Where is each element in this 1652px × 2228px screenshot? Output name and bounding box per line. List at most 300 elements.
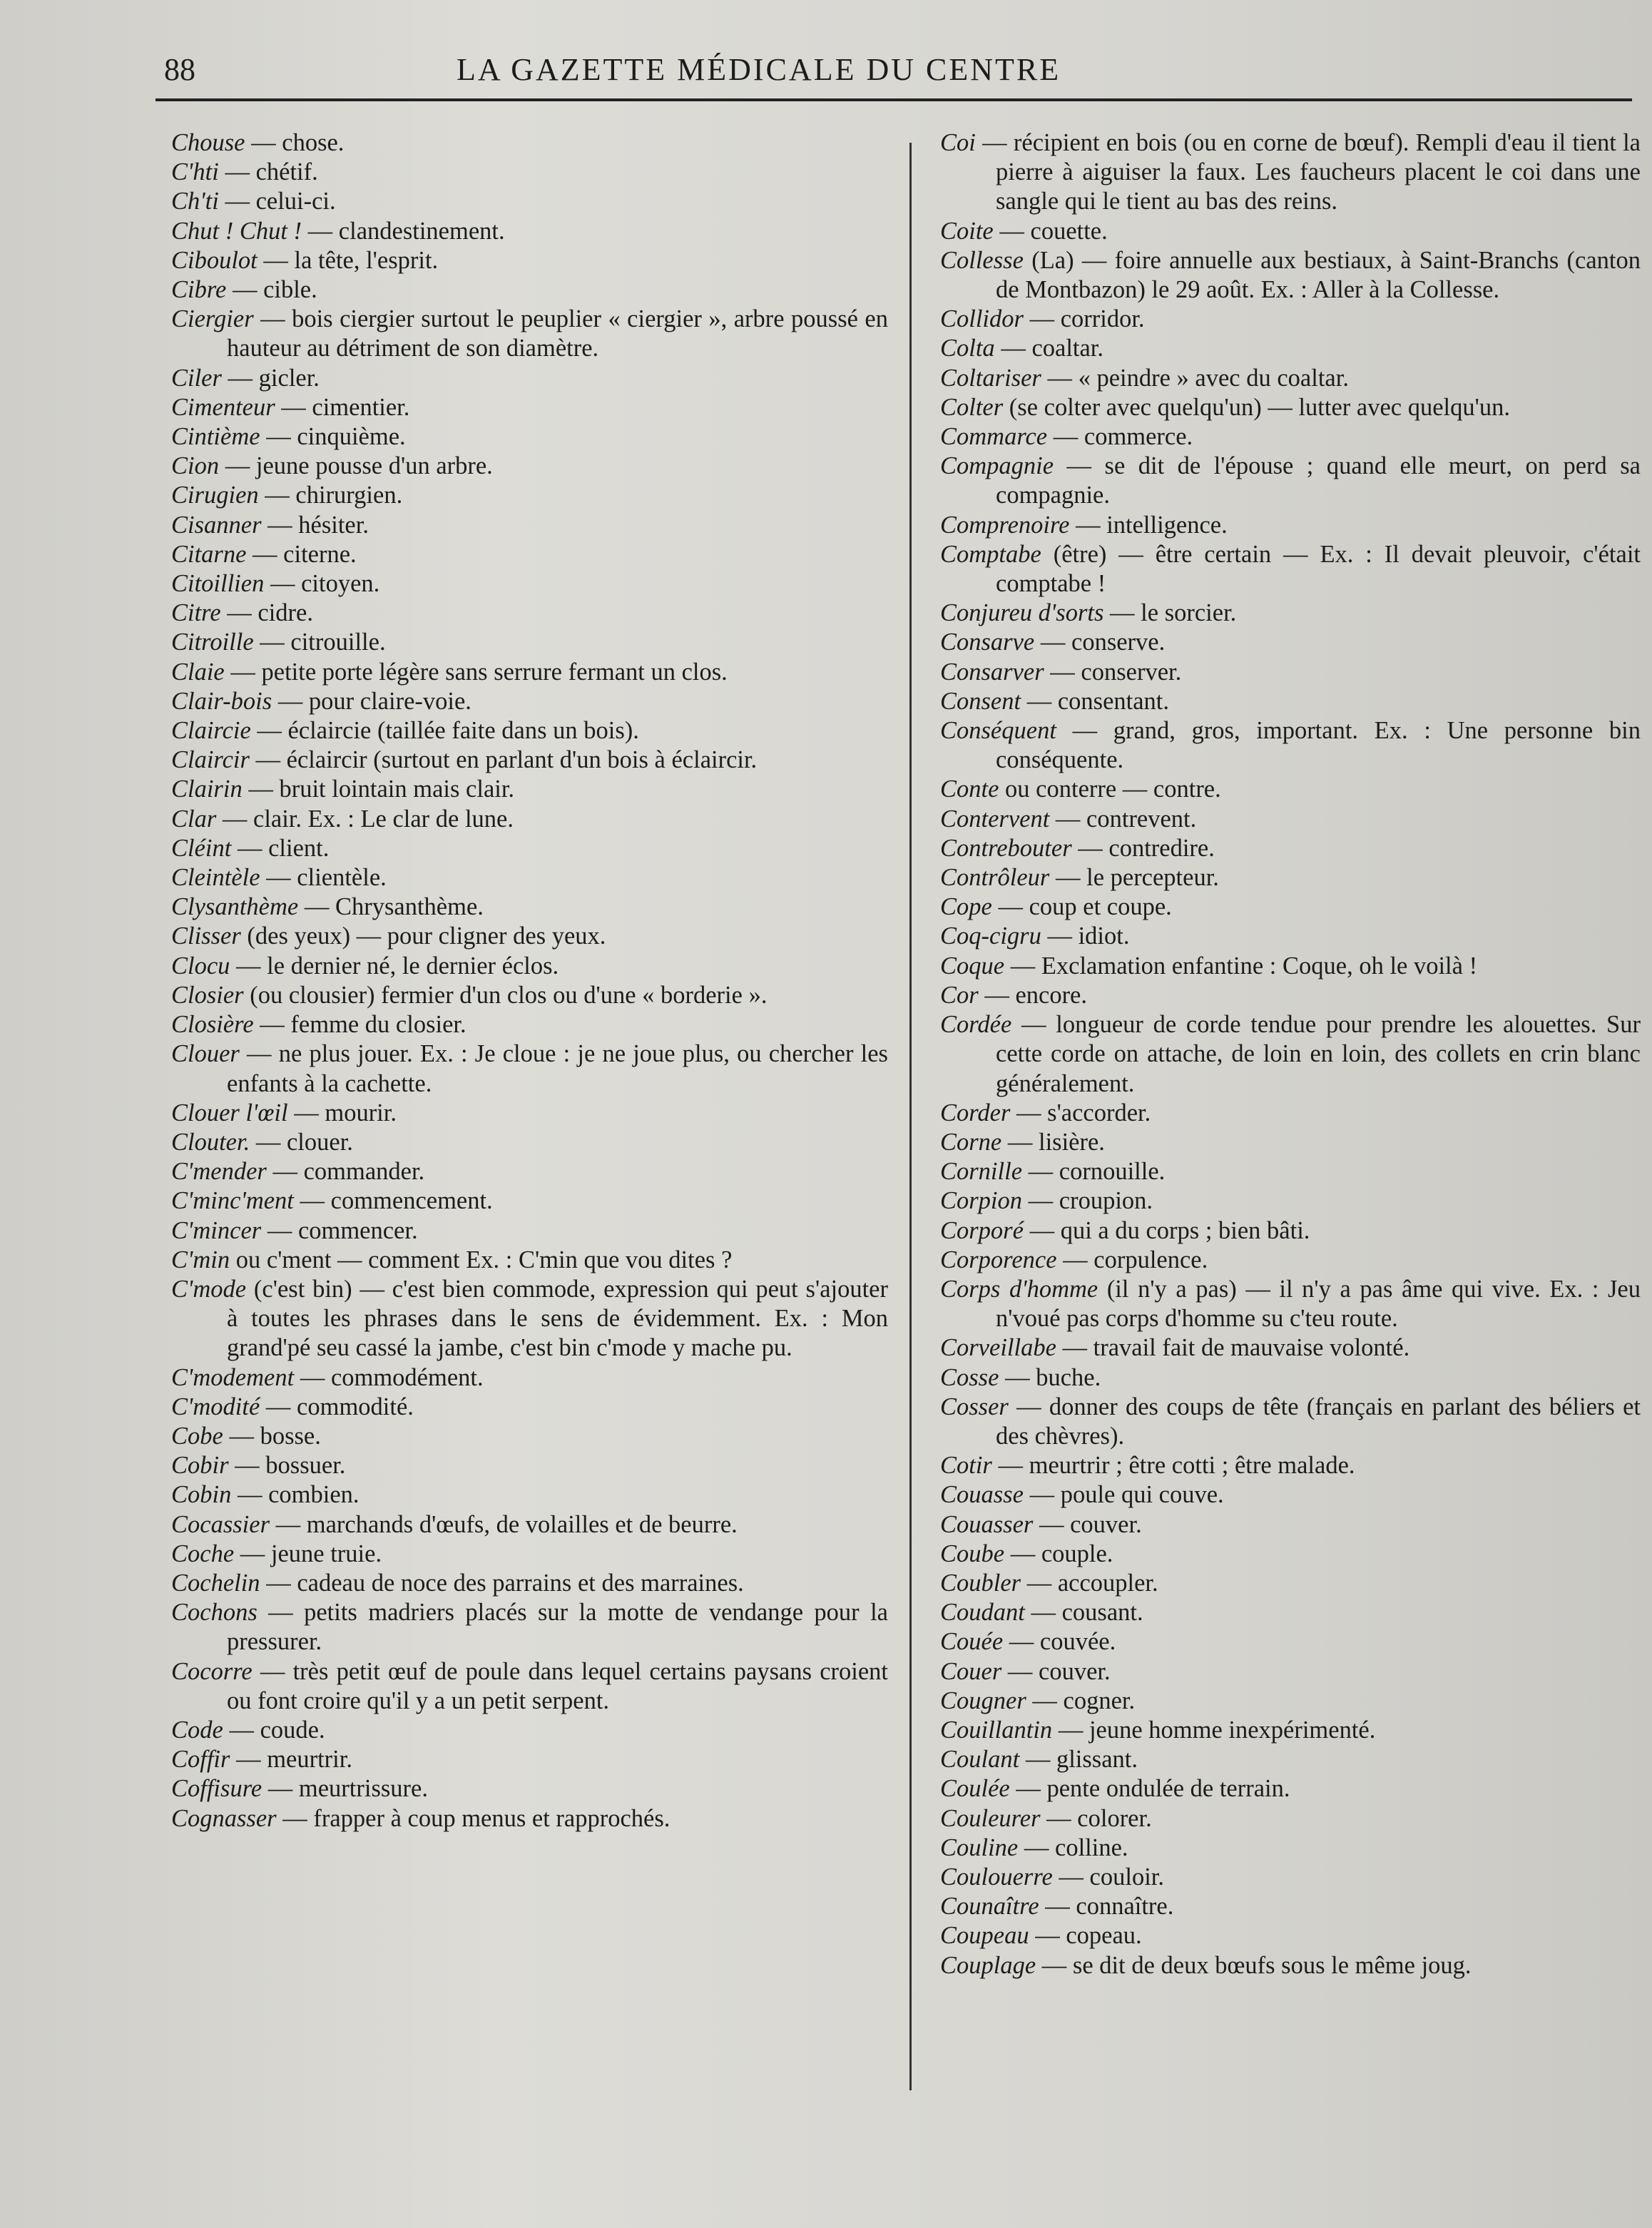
entry-definition: — couver. — [1001, 1657, 1111, 1685]
entry-definition: — pente ondulée de terrain. — [1009, 1775, 1290, 1803]
dictionary-entry — [171, 775, 888, 804]
entry-term: C'modité — [171, 1393, 260, 1420]
entry-definition: — bossuer. — [228, 1452, 346, 1480]
entry-term: Cordée — [940, 1011, 1012, 1039]
dictionary-entry — [940, 1951, 1641, 1980]
entry-term: Cleintèle — [171, 864, 260, 892]
entry-definition: — corpulence. — [1056, 1246, 1208, 1273]
dictionary-entry — [940, 922, 1641, 951]
dictionary-entry — [940, 775, 1641, 804]
dictionary-entry — [171, 863, 888, 892]
entry-term: Conséquent — [940, 717, 1056, 745]
entry-definition: — coup et coupe. — [991, 893, 1172, 921]
entry-term: Cimenteur — [171, 393, 275, 421]
entry-definition: (se colter avec quelqu'un) — lutter avec quelqu'un. — [1003, 393, 1510, 421]
entry-definition: ou conterre — contre. — [999, 775, 1221, 803]
dictionary-entry — [940, 1393, 1641, 1451]
dictionary-entry — [171, 1540, 888, 1569]
entry-term: Comprenoire — [940, 511, 1070, 539]
entry-term: Coq-cigru — [940, 922, 1041, 950]
entry-term: Ciergier — [171, 305, 254, 333]
entry-term: Ciler — [171, 364, 222, 392]
dictionary-entry — [171, 1804, 888, 1833]
dictionary-entry — [171, 187, 888, 216]
entry-term: Claircir — [171, 746, 250, 774]
entry-term: Chut ! Chut ! — [171, 217, 302, 245]
entry-term: Citarne — [171, 540, 247, 568]
dictionary-entry — [171, 275, 888, 305]
entry-term: Contervent — [940, 805, 1050, 833]
entry-definition: — commerce. — [1047, 423, 1193, 451]
entry-definition: — se dit de deux bœufs sous le même joug. — [1036, 1951, 1472, 1979]
dictionary-entry — [940, 658, 1641, 687]
entry-term: C'mincer — [171, 1216, 262, 1244]
entry-definition: — femme du closier. — [253, 1011, 466, 1039]
dictionary-entry — [940, 511, 1641, 540]
dictionary-entry — [171, 1099, 888, 1128]
dictionary-entry — [940, 1246, 1641, 1275]
entry-definition: — citrouille. — [253, 629, 386, 656]
entry-term: Cobir — [171, 1452, 229, 1480]
entry-term: Coube — [940, 1540, 1005, 1567]
entry-definition: — se dit de l'épouse ; quand elle meurt, on perd sa compagnie. — [996, 452, 1641, 509]
entry-definition: — meurtrir ; être cotti ; être malade. — [991, 1452, 1355, 1480]
page-number: 88 — [164, 52, 195, 87]
dictionary-entry — [940, 1216, 1641, 1246]
entry-term: Corporence — [940, 1246, 1057, 1273]
entry-term: Couasser — [940, 1510, 1034, 1538]
dictionary-entry — [940, 1863, 1641, 1892]
dictionary-entry — [171, 1774, 888, 1804]
entry-definition: — copeau. — [1029, 1922, 1142, 1950]
entry-term: Compagnie — [940, 452, 1054, 480]
entry-term: Couasse — [940, 1481, 1024, 1509]
entry-definition: — longueur de corde tendue pour prendre les alouettes. Sur cette corde on attache, de loin en loin, des collets en crin blanc généralement. — [996, 1011, 1641, 1097]
entry-definition: — couloir. — [1052, 1863, 1164, 1891]
entry-term: Citre — [171, 599, 221, 627]
dictionary-entry — [171, 364, 888, 393]
entry-term: Cléint — [171, 834, 232, 862]
entry-term: Clouter. — [171, 1128, 250, 1156]
entry-definition: — client. — [231, 834, 330, 862]
entry-term: Couleurer — [940, 1804, 1041, 1832]
entry-definition: — celui-ci. — [218, 188, 336, 215]
entry-term: Couer — [940, 1657, 1002, 1685]
entry-term: Commarce — [940, 423, 1048, 451]
entry-definition: — récipient en bois (ou en corne de bœuf). Rempli d'eau il tient la pierre à aiguiser la faux. Les faucheurs placent le coi dans une sangle qui le tient au bas des reins. — [975, 129, 1641, 215]
entry-definition: (être) — être certain — Ex. : Il devait pleuvoir, c'était comptabe ! — [996, 540, 1641, 598]
entry-definition: — s'accorder. — [1010, 1099, 1151, 1126]
dictionary-entry — [171, 892, 888, 922]
dictionary-entry — [171, 746, 888, 775]
dictionary-entry — [940, 1716, 1641, 1745]
entry-term: Claie — [171, 658, 225, 686]
dictionary-entry — [940, 1833, 1641, 1863]
entry-definition: — idiot. — [1041, 922, 1130, 950]
entry-term: Cirugien — [171, 482, 259, 509]
entry-definition: — colline. — [1018, 1833, 1128, 1861]
entry-term: Coudant — [940, 1599, 1025, 1627]
dictionary-entry — [171, 1393, 888, 1422]
entry-definition: — chétif. — [218, 158, 318, 186]
entry-definition: — conserve. — [1034, 629, 1166, 656]
entry-definition: — la tête, l'esprit. — [257, 246, 439, 274]
dictionary-entry — [171, 1216, 888, 1246]
dictionary-entry — [940, 1451, 1641, 1480]
entry-definition: — accoupler. — [1021, 1569, 1158, 1597]
dictionary-entry — [940, 452, 1641, 510]
entry-definition: — conserver. — [1044, 658, 1182, 686]
entry-definition: — contrevent. — [1049, 805, 1197, 833]
dictionary-entry — [940, 1569, 1641, 1598]
dictionary-entry — [171, 511, 888, 540]
entry-definition: — corridor. — [1023, 305, 1145, 333]
entry-term: Coulouerre — [940, 1863, 1053, 1891]
dictionary-entry — [171, 952, 888, 981]
entry-term: Cion — [171, 452, 220, 480]
entry-term: Cisanner — [171, 511, 262, 539]
entry-term: Contrebouter — [940, 834, 1072, 862]
entry-term: Consent — [940, 687, 1021, 715]
dictionary-entry — [171, 128, 888, 158]
entry-term: Comptabe — [940, 540, 1041, 568]
entry-term: C'mode — [171, 1275, 247, 1303]
entry-term: Clairin — [171, 775, 243, 803]
entry-term: Cope — [940, 893, 992, 921]
dictionary-entry — [171, 1598, 888, 1657]
dictionary-entry — [171, 452, 888, 481]
entry-term: Cochelin — [171, 1569, 260, 1597]
entry-term: Chouse — [171, 129, 245, 156]
dictionary-entry — [171, 628, 888, 657]
dictionary-entry — [940, 1186, 1641, 1216]
dictionary-entry — [171, 981, 888, 1010]
entry-definition: — commencement. — [293, 1187, 493, 1215]
entry-definition: — commander. — [266, 1158, 425, 1186]
dictionary-entry — [171, 1039, 888, 1098]
entry-term: Cornille — [940, 1158, 1023, 1186]
entry-term: Corne — [940, 1128, 1002, 1156]
entry-definition: — couvée. — [1003, 1628, 1116, 1656]
entry-term: Clair-bois — [171, 687, 272, 715]
entry-term: Colta — [940, 335, 995, 362]
entry-definition: — couette. — [993, 217, 1108, 245]
entry-definition: — cidre. — [220, 599, 313, 627]
dictionary-entry — [171, 1275, 888, 1363]
entry-definition: — éclaircie (taillée faite dans un bois). — [250, 717, 639, 745]
entry-term: Collesse — [940, 246, 1024, 274]
entry-definition: — coaltar. — [994, 335, 1104, 362]
entry-term: Clouer l'œil — [171, 1099, 288, 1126]
entry-term: Code — [171, 1716, 223, 1744]
entry-term: Coche — [171, 1540, 235, 1567]
entry-definition: — citerne. — [246, 540, 357, 568]
entry-term: Conte — [940, 775, 999, 803]
entry-definition: — ne plus jouer. Ex. : Je cloue : je ne joue plus, ou chercher les enfants à la cachette. — [227, 1040, 888, 1097]
entry-term: Coulée — [940, 1775, 1010, 1803]
entry-definition: — contredire. — [1071, 834, 1215, 862]
dictionary-entry — [940, 863, 1641, 892]
dictionary-entry — [171, 1186, 888, 1216]
entry-term: Couline — [940, 1833, 1019, 1861]
entry-definition: — bosse. — [223, 1422, 321, 1450]
dictionary-entry — [940, 1128, 1641, 1157]
entry-definition: — le sorcier. — [1103, 599, 1237, 627]
entry-term: Couée — [940, 1628, 1004, 1656]
entry-term: Clysanthème — [171, 893, 299, 921]
entry-definition: — hésiter. — [261, 511, 369, 539]
entry-term: Cosse — [940, 1363, 999, 1391]
entry-term: C'min — [171, 1246, 230, 1273]
entry-term: Cintième — [171, 423, 260, 451]
entry-definition: — petits madriers placés sur la motte de vendange pour la pressurer. — [227, 1599, 888, 1656]
entry-definition: — bois ciergier surtout le peuplier « ciergier », arbre poussé en hauteur au détriment de son diamètre. — [227, 305, 888, 362]
entry-term: Corporé — [940, 1216, 1024, 1244]
dictionary-entry — [171, 1363, 888, 1393]
dictionary-entry — [171, 246, 888, 275]
entry-term: Couillantin — [940, 1716, 1053, 1744]
dictionary-entry — [940, 1010, 1641, 1099]
dictionary-entry — [940, 364, 1641, 393]
entry-definition: — coude. — [223, 1716, 325, 1744]
entry-term: Coltariser — [940, 364, 1041, 392]
entry-definition: — colorer. — [1040, 1804, 1152, 1832]
dictionary-entry — [940, 716, 1641, 775]
entry-term: Consarve — [940, 629, 1035, 656]
journal-title: LA GAZETTE MÉDICALE DU CENTRE — [457, 52, 1061, 87]
entry-term: Corder — [940, 1099, 1011, 1126]
entry-definition: — clandestinement. — [302, 217, 505, 245]
dictionary-entry — [940, 1598, 1641, 1627]
dictionary-entry — [171, 834, 888, 863]
entry-term: Citoillien — [171, 570, 265, 598]
entry-term: C'modement — [171, 1363, 295, 1391]
dictionary-entry — [171, 1569, 888, 1598]
dictionary-entry — [940, 981, 1641, 1010]
entry-definition: — commodément. — [294, 1363, 484, 1391]
entry-term: Cibre — [171, 276, 227, 304]
entry-term: Coffisure — [171, 1775, 262, 1803]
entry-definition: (La) — foire annuelle aux bestiaux, à Saint-Branchs (canton de Montbazon) le 29 août. Ex. : Aller à la Collesse. — [996, 246, 1641, 304]
dictionary-entry — [940, 1157, 1641, 1186]
dictionary-entry — [171, 1010, 888, 1039]
dictionary-entry — [940, 599, 1641, 628]
entry-term: Ch'ti — [171, 188, 219, 215]
entry-definition: — intelligence. — [1069, 511, 1228, 539]
entry-term: Claircie — [171, 717, 251, 745]
entry-term: Counaître — [940, 1893, 1039, 1921]
dictionary-entry — [171, 1128, 888, 1157]
entry-term: Cotir — [940, 1452, 992, 1480]
entry-term: Cochons — [171, 1599, 258, 1627]
entry-term: Clar — [171, 805, 217, 833]
dictionary-entry — [940, 540, 1641, 599]
header-rule — [155, 98, 1632, 101]
dictionary-entry — [171, 687, 888, 716]
dictionary-entry — [940, 422, 1641, 452]
dictionary-entry — [940, 1363, 1641, 1393]
entry-definition: — cornouille. — [1022, 1158, 1166, 1186]
entry-definition: — qui a du corps ; bien bâti. — [1023, 1216, 1310, 1244]
entry-definition: (c'est bin) — c'est bien commode, expression qui peut s'ajouter à toutes les phrases dans le sens de évidemment. Ex. : Mon grand'pé seu cassé la jambe, c'est bin c'mode y mache pu. — [227, 1275, 888, 1362]
dictionary-entry — [171, 1745, 888, 1774]
entry-definition: — très petit œuf de poule dans lequel certains paysans croient ou font croire qu'il y a un petit serpent. — [227, 1657, 888, 1714]
entry-definition: — couple. — [1004, 1540, 1113, 1567]
left-column — [171, 128, 888, 1833]
dictionary-entry — [171, 1246, 888, 1275]
entry-definition: — frapper à coup menus et rapprochés. — [276, 1804, 671, 1832]
entry-term: Coffir — [171, 1746, 230, 1774]
entry-definition: (des yeux) — pour cligner des yeux. — [240, 922, 606, 950]
dictionary-entry — [940, 1540, 1641, 1569]
dictionary-entry — [171, 658, 888, 687]
entry-term: Conjureu d'sorts — [940, 599, 1104, 627]
entry-definition: — consentant. — [1021, 687, 1170, 715]
dictionary-entry — [940, 1774, 1641, 1804]
dictionary-entry — [940, 628, 1641, 657]
entry-term: Clouer — [171, 1040, 240, 1068]
dictionary-entry — [171, 1510, 888, 1540]
entry-definition: — cadeau de noce des parrains et des marraines. — [260, 1569, 744, 1597]
entry-definition: — jeune homme inexpérimenté. — [1052, 1716, 1376, 1744]
entry-definition: — cogner. — [1026, 1687, 1136, 1714]
dictionary-entry — [171, 569, 888, 599]
dictionary-entry — [940, 217, 1641, 246]
column-divider — [909, 143, 912, 2090]
entry-term: Cocorre — [171, 1657, 253, 1685]
entry-definition: — donner des coups de tête (français en parlant des béliers et des chèvres). — [996, 1393, 1641, 1450]
dictionary-entry — [171, 1451, 888, 1480]
dictionary-entry — [940, 952, 1641, 981]
dictionary-entry — [940, 1333, 1641, 1363]
entry-definition: — combien. — [231, 1481, 360, 1509]
entry-definition: — jeune pousse d'un arbre. — [219, 452, 493, 480]
dictionary-entry — [940, 1627, 1641, 1657]
entry-term: C'mender — [171, 1158, 267, 1186]
entry-term: Ciboulot — [171, 246, 258, 274]
dictionary-entry — [171, 1480, 888, 1510]
entry-term: Coque — [940, 952, 1005, 980]
entry-definition: — chose. — [245, 129, 345, 156]
dictionary-entry — [940, 305, 1641, 334]
dictionary-entry — [940, 334, 1641, 363]
entry-definition: — grand, gros, important. Ex. : Une personne bin conséquente. — [996, 717, 1641, 774]
entry-definition: — cimentier. — [275, 393, 410, 421]
entry-definition: — éclaircir (surtout en parlant d'un bois à éclaircir. — [249, 746, 758, 774]
entry-term: Coite — [940, 217, 994, 245]
entry-definition: — Chrysanthème. — [298, 893, 484, 921]
entry-term: Corveillabe — [940, 1334, 1056, 1362]
dictionary-entry — [171, 1157, 888, 1186]
dictionary-entry — [171, 540, 888, 569]
dictionary-entry — [940, 1275, 1641, 1333]
dictionary-entry — [940, 1921, 1641, 1950]
entry-definition: — clouer. — [250, 1128, 353, 1156]
entry-definition: — « peindre » avec du coaltar. — [1041, 364, 1349, 392]
entry-definition: — le percepteur. — [1049, 864, 1219, 892]
entry-term: C'minc'ment — [171, 1187, 294, 1215]
dictionary-entry — [940, 805, 1641, 834]
entry-term: Couplage — [940, 1951, 1036, 1979]
entry-definition: — glissant. — [1019, 1746, 1138, 1774]
entry-term: Cocassier — [171, 1510, 270, 1538]
entry-definition: — marchands d'œufs, de volailles et de beurre. — [270, 1510, 738, 1538]
entry-term: Cobe — [171, 1422, 223, 1450]
entry-definition: — cible. — [226, 276, 317, 304]
entry-definition: — cinquième. — [260, 423, 406, 451]
entry-term: C'hti — [171, 158, 219, 186]
entry-term: Cobin — [171, 1481, 232, 1509]
right-column — [940, 128, 1641, 1980]
dictionary-entry — [940, 687, 1641, 716]
dictionary-entry — [171, 922, 888, 951]
dictionary-entry — [171, 1422, 888, 1451]
dictionary-entry — [940, 1687, 1641, 1716]
page-header — [143, 43, 1631, 93]
entry-definition: — buche. — [999, 1363, 1101, 1391]
entry-definition: — couver. — [1033, 1510, 1142, 1538]
dictionary-entry — [940, 1480, 1641, 1510]
entry-definition: — pour claire-voie. — [272, 687, 471, 715]
entry-definition: (ou clousier) fermier d'un clos ou d'une « borderie ». — [243, 981, 768, 1009]
dictionary-entry — [940, 1510, 1641, 1540]
entry-definition: — gicler. — [221, 364, 320, 392]
entry-term: Coulant — [940, 1746, 1020, 1774]
dictionary-entry — [940, 1657, 1641, 1687]
entry-definition: — commencer. — [261, 1216, 418, 1244]
dictionary-entry — [940, 128, 1641, 217]
entry-term: Consarver — [940, 658, 1044, 686]
dictionary-entry — [940, 1804, 1641, 1833]
entry-term: Citroille — [171, 629, 254, 656]
entry-term: Contrôleur — [940, 864, 1050, 892]
entry-definition: — connaître. — [1039, 1893, 1174, 1921]
entry-definition: — croupion. — [1022, 1187, 1153, 1215]
entry-definition: — lisière. — [1001, 1128, 1105, 1156]
entry-term: Corps d'homme — [940, 1275, 1098, 1303]
entry-term: Cor — [940, 981, 979, 1009]
entry-term: Closière — [171, 1011, 254, 1039]
entry-definition: — bruit lointain mais clair. — [242, 775, 515, 803]
entry-term: Clisser — [171, 922, 241, 950]
dictionary-entry — [940, 393, 1641, 422]
entry-definition: — petite porte légère sans serrure fermant un clos. — [224, 658, 728, 686]
entry-definition: — le dernier né, le dernier éclos. — [230, 952, 559, 980]
entry-definition: (il n'y a pas) — il n'y a pas âme qui vive. Ex. : Jeu n'voué pas corps d'homme su c'teu route. — [996, 1275, 1641, 1333]
entry-term: Cosser — [940, 1393, 1009, 1420]
entry-term: Closier — [171, 981, 244, 1009]
entry-definition: — meurtrir. — [230, 1746, 352, 1774]
dictionary-entry — [940, 1099, 1641, 1128]
dictionary-entry — [171, 599, 888, 628]
entry-definition: — mourir. — [287, 1099, 397, 1126]
dictionary-entry — [940, 892, 1641, 922]
dictionary-entry — [940, 1892, 1641, 1921]
entry-definition: — citoyen. — [264, 570, 380, 598]
entry-definition: — cousant. — [1024, 1599, 1143, 1627]
entry-term: Collidor — [940, 305, 1024, 333]
entry-definition: — encore. — [978, 981, 1087, 1009]
entry-term: Coupeau — [940, 1922, 1029, 1950]
entry-term: Coi — [940, 129, 976, 156]
dictionary-entry — [171, 1716, 888, 1745]
dictionary-entry — [171, 422, 888, 452]
entry-term: Corpion — [940, 1187, 1023, 1215]
dictionary-entry — [171, 481, 888, 510]
entry-term: Cougner — [940, 1687, 1026, 1714]
entry-definition: — commodité. — [260, 1393, 414, 1420]
entry-definition: — jeune truie. — [234, 1540, 382, 1567]
